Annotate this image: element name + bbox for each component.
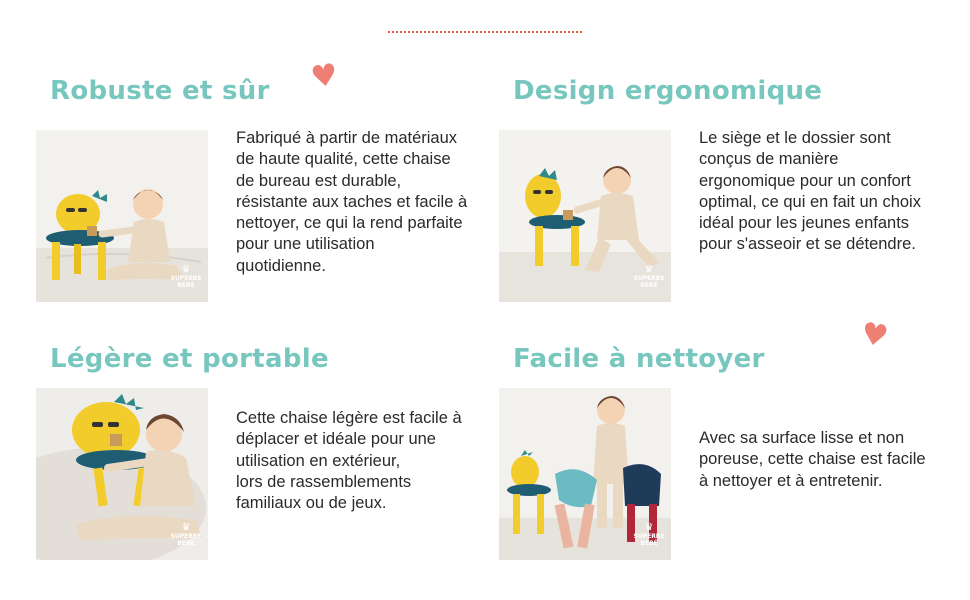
brand-logo: ♛ SUPERBE BÉBÉ <box>633 522 665 547</box>
feature-title: Design ergonomique <box>513 76 823 106</box>
brand-logo: ♛ SUPERBE BÉBÉ <box>170 522 202 547</box>
product-photo-child-with-three-chairs <box>499 388 671 560</box>
feature-card-legere <box>36 336 466 576</box>
feature-title: Facile à nettoyer <box>513 344 765 374</box>
feature-card-facile <box>499 336 929 576</box>
feature-description: Fabriqué à partir de matériaux de haute qualité, cette chaise de bureau est durable, résistante aux taches et facile à nettoyer, ce qui la rend parfaite pour une utilisation quotidienne. <box>236 129 468 275</box>
feature-description: Le siège et le dossier sont conçus de manière ergonomique pour un confort optimal, ce qui en fait un choix idéal pour les jeunes enfants pour s'asseoir et se détendre. <box>699 129 921 254</box>
brand-logo: ♛ SUPERBE BÉBÉ <box>170 264 202 289</box>
product-photo-child-on-yellow-chair <box>36 130 208 302</box>
decorative-dotted-divider <box>388 31 582 33</box>
heart-icon: ♥ <box>308 57 341 96</box>
feature-title: Robuste et sûr <box>50 76 270 106</box>
product-photo-child-hugging-chair <box>36 388 208 560</box>
feature-card-design <box>499 68 929 308</box>
brand-logo: ♛ SUPERBE BÉBÉ <box>633 264 665 289</box>
heart-icon: ♥ <box>858 315 891 356</box>
feature-title: Légère et portable <box>50 344 329 374</box>
product-photo-child-beside-chair <box>499 130 671 302</box>
feature-description: Avec sa surface lisse et non poreuse, cette chaise est facile à nettoyer et à entretenir. <box>699 429 926 490</box>
feature-description: Cette chaise légère est facile à déplacer et idéale pour une utilisation en extérieur, lors de rassemblements familiaux ou de jeux. <box>236 409 462 513</box>
feature-card-robuste <box>36 68 466 308</box>
